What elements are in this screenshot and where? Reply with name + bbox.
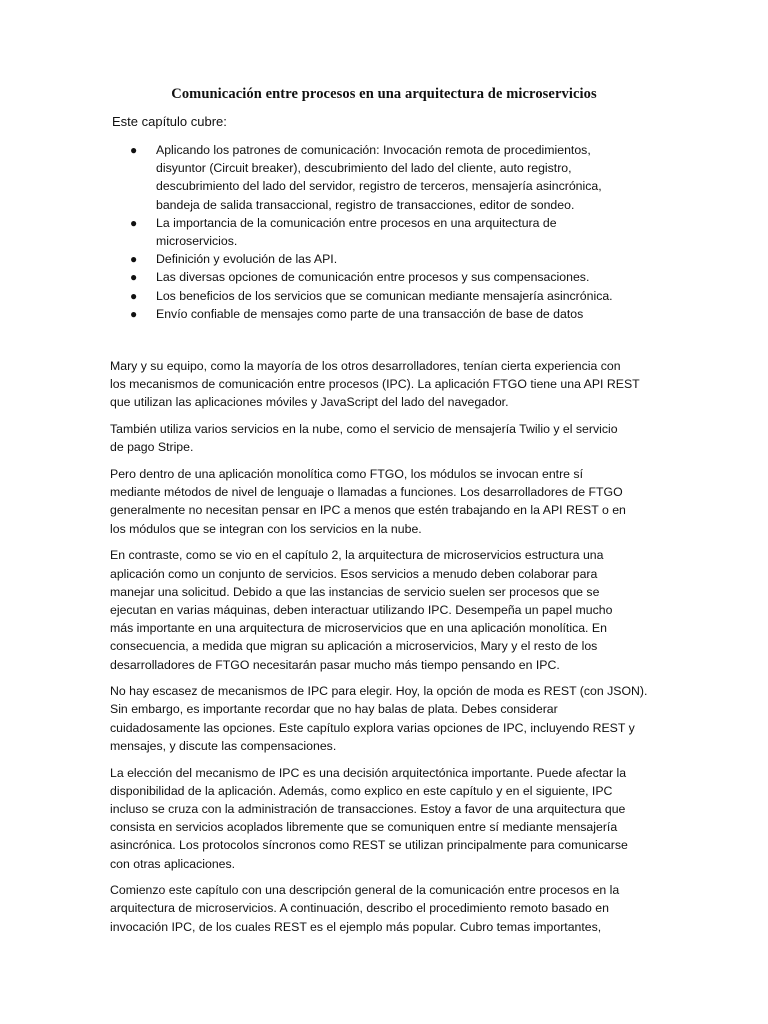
body-paragraph: Comienzo este capítulo con una descripción general de la comunicación entre procesos en la arquitectura de microservicios. A continuación, describo el procedimiento remoto basado en invocación IPC, de los cuales REST es el ejemplo más popular. Cubro temas importantes, (110, 883, 620, 934)
document-body (110, 357, 656, 944)
chapter-intro: Este capítulo cubre: (112, 114, 227, 129)
bullet-icon: ● (130, 288, 138, 303)
list-item-text: Las diversas opciones de comunicación entre procesos y sus compensaciones. (156, 270, 590, 285)
list-item (110, 214, 650, 250)
document-title: Comunicación entre procesos en una arquitectura de microservicios (171, 86, 597, 102)
body-paragraph: También utiliza varios servicios en la nube, como el servicio de mensajería Twilio y el servicio de pago Stripe. (110, 422, 618, 455)
bullet-icon: ● (130, 306, 138, 321)
body-paragraph: En contraste, como se vio en el capítulo 2, la arquitectura de microservicios estructura una aplicación como un conjunto de servicios. Esos servicios a menudo deben colaborar para manejar una solicitud. Debido a que las instancias de servicio suelen ser procesos que se ejecutan en varias máquinas, deben interactuar utilizando IPC. Desempeña un papel mucho más importante en una arquitectura de microservicios que en una aplicación monolítica. En consecuencia, a medida que migran su aplicación a microservicios, Mary y el resto de los desarrolladores de FTGO necesitarán pasar mucho más tiempo pensando en IPC. (110, 548, 613, 672)
list-item (110, 268, 650, 286)
body-paragraph: La elección del mecanismo de IPC es una decisión arquitectónica importante. Puede afectar la disponibilidad de la aplicación. Además, como explico en este capítulo y en el siguiente, IPC incluso se cruza con la administración de transacciones. Estoy a favor de una arquitectura que consista en servicios acoplados libremente que se comuniquen entre sí mediante mensajería asincrónica. Los protocolos síncronos como REST se utilizan principalmente para comunicarse con otras aplicaciones. (110, 765, 628, 871)
list-item-text: Envío confiable de mensajes como parte de una transacción de base de datos (156, 306, 584, 321)
list-item (110, 141, 650, 214)
list-item-text: Aplicando los patrones de comunicación: Invocación remota de procedimientos, disyuntor (Circuit breaker), descubrimiento del lado del cliente, auto registro, descubrimiento del lado del servidor, registro de terceros, mensajería asincrónica, bandeja de salida transaccional, registro de transacciones, editor de sondeo. (156, 143, 602, 212)
body-paragraph: Mary y su equipo, como la mayoría de los otros desarrolladores, tenían cierta experiencia con los mecanismos de comunicación entre procesos (IPC). La aplicación FTGO tiene una API REST que utilizan las aplicaciones móviles y JavaScript del lado del navegador. (110, 359, 640, 410)
list-item-text: Definición y evolución de las API. (156, 252, 338, 267)
list-item (110, 305, 650, 323)
list-item-text: La importancia de la comunicación entre procesos en una arquitectura de microservicios. (156, 215, 557, 249)
list-item (110, 287, 650, 305)
body-paragraph: Pero dentro de una aplicación monolítica como FTGO, los módulos se invocan entre sí mediante métodos de nivel de lenguaje o llamadas a funciones. Los desarrolladores de FTGO generalmente no necesitan pensar en IPC a menos que estén trabajando en la API REST o en los módulos que se integran con los servicios en la nube. (110, 467, 626, 536)
list-item-text: Los beneficios de los servicios que se comunican mediante mensajería asincrónica. (156, 288, 613, 303)
list-item (110, 250, 650, 268)
bullet-icon: ● (130, 270, 138, 285)
chapter-topics-list (110, 141, 650, 323)
bullet-icon: ● (130, 252, 138, 267)
bullet-icon: ● (130, 143, 138, 157)
bullet-icon: ● (130, 215, 138, 230)
body-paragraph: No hay escasez de mecanismos de IPC para elegir. Hoy, la opción de moda es REST (con JSON). Sin embargo, es importante recordar que no hay balas de plata. Debes considerar cuidadosamente las opciones. Este capítulo explora varias opciones de IPC, incluyendo REST y mensajes, y discute las compensaciones. (110, 684, 648, 753)
